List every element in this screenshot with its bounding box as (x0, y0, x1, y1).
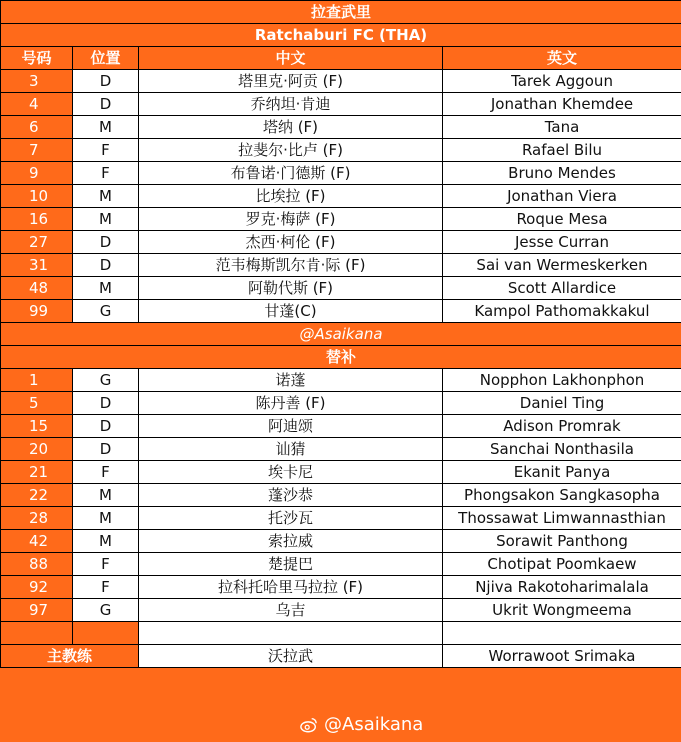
player-name-english: Kampol Pathomakkakul (443, 300, 681, 323)
player-name-chinese: 塔纳 (F) (139, 116, 443, 139)
player-number: 48 (1, 277, 73, 300)
player-name-english: Jonathan Khemdee (443, 93, 681, 116)
coach-label: 主教练 (1, 645, 139, 668)
player-name-chinese: 罗克·梅萨 (F) (139, 208, 443, 231)
empty-cell (139, 622, 443, 645)
player-position: M (73, 185, 139, 208)
player-number: 9 (1, 162, 73, 185)
player-name-english: Jesse Curran (443, 231, 681, 254)
player-number: 6 (1, 116, 73, 139)
player-name-chinese: 讪猜 (139, 438, 443, 461)
subs-title: 替补 (1, 346, 681, 369)
player-number: 88 (1, 553, 73, 576)
player-name-english: Bruno Mendes (443, 162, 681, 185)
player-name-english: Scott Allardice (443, 277, 681, 300)
player-name-chinese: 乔纳坦·肯迪 (139, 93, 443, 116)
table-row (1, 553, 681, 576)
player-name-chinese: 索拉威 (139, 530, 443, 553)
player-number: 15 (1, 415, 73, 438)
watermark-row (1, 323, 681, 346)
player-position: F (73, 162, 139, 185)
empty-row (1, 622, 681, 645)
player-number: 1 (1, 369, 73, 392)
player-name-english: Sanchai Nonthasila (443, 438, 681, 461)
table-row (1, 438, 681, 461)
player-name-english: Sai van Wermeskerken (443, 254, 681, 277)
player-number: 7 (1, 139, 73, 162)
player-name-chinese: 乌吉 (139, 599, 443, 622)
table-row (1, 208, 681, 231)
player-position: D (73, 254, 139, 277)
player-position: F (73, 461, 139, 484)
player-position: M (73, 484, 139, 507)
table-row (1, 415, 681, 438)
player-name-english: Tana (443, 116, 681, 139)
player-position: F (73, 576, 139, 599)
player-position: G (73, 599, 139, 622)
table-row (1, 484, 681, 507)
table-row (1, 461, 681, 484)
player-number: 5 (1, 392, 73, 415)
player-number: 20 (1, 438, 73, 461)
player-number: 3 (1, 70, 73, 93)
player-name-chinese: 阿迪颂 (139, 415, 443, 438)
player-position: D (73, 93, 139, 116)
player-name-chinese: 托沙瓦 (139, 507, 443, 530)
player-number: 31 (1, 254, 73, 277)
table-row (1, 277, 681, 300)
col-header-english: 英文 (443, 47, 681, 70)
player-position: F (73, 553, 139, 576)
player-name-english: Thossawat Limwannasthian (443, 507, 681, 530)
player-name-english: Ekanit Panya (443, 461, 681, 484)
player-name-chinese: 阿勒代斯 (F) (139, 277, 443, 300)
player-number: 28 (1, 507, 73, 530)
player-name-chinese: 拉斐尔·比卢 (F) (139, 139, 443, 162)
player-name-english: Sorawit Panthong (443, 530, 681, 553)
table-row (1, 162, 681, 185)
table-row (1, 599, 681, 622)
player-position: D (73, 70, 139, 93)
weibo-icon (300, 716, 318, 734)
player-number: 4 (1, 93, 73, 116)
coach-name-chinese: 沃拉武 (139, 645, 443, 668)
player-name-english: Roque Mesa (443, 208, 681, 231)
table-row (1, 70, 681, 93)
player-number: 97 (1, 599, 73, 622)
player-name-chinese: 拉科托哈里马拉拉 (F) (139, 576, 443, 599)
player-name-english: Phongsakon Sangkasopha (443, 484, 681, 507)
player-position: M (73, 208, 139, 231)
table-row (1, 369, 681, 392)
player-name-english: Rafael Bilu (443, 139, 681, 162)
table-row (1, 93, 681, 116)
player-position: M (73, 530, 139, 553)
player-number: 16 (1, 208, 73, 231)
player-name-chinese: 塔里克·阿贡 (F) (139, 70, 443, 93)
player-position: D (73, 392, 139, 415)
player-name-chinese: 埃卡尼 (139, 461, 443, 484)
table-row (1, 530, 681, 553)
player-position: M (73, 507, 139, 530)
table-row (1, 254, 681, 277)
player-name-chinese: 范韦梅斯凯尔肯·际 (F) (139, 254, 443, 277)
player-name-chinese: 布鲁诺·门德斯 (F) (139, 162, 443, 185)
coach-row (1, 645, 681, 668)
player-name-english: Tarek Aggoun (443, 70, 681, 93)
player-name-chinese: 陈丹善 (F) (139, 392, 443, 415)
player-name-english: Nopphon Lakhonphon (443, 369, 681, 392)
sheet-title: 拉查武里 (1, 1, 681, 24)
player-name-english: Daniel Ting (443, 392, 681, 415)
player-name-chinese: 比埃拉 (F) (139, 185, 443, 208)
coach-name-english: Worrawoot Srimaka (443, 645, 681, 668)
player-number: 10 (1, 185, 73, 208)
player-name-chinese: 楚提巴 (139, 553, 443, 576)
footer (0, 676, 681, 742)
table-row (1, 116, 681, 139)
player-position: D (73, 415, 139, 438)
player-number: 99 (1, 300, 73, 323)
player-number: 22 (1, 484, 73, 507)
empty-cell (443, 622, 681, 645)
player-position: D (73, 231, 139, 254)
player-name-english: Ukrit Wongmeema (443, 599, 681, 622)
player-name-english: Njiva Rakotoharimalala (443, 576, 681, 599)
player-position: M (73, 277, 139, 300)
player-name-chinese: 蓬沙恭 (139, 484, 443, 507)
footer-handle: @Asaikana (324, 714, 424, 735)
empty-cell (1, 622, 73, 645)
table-row (1, 231, 681, 254)
player-position: G (73, 300, 139, 323)
watermark-text: @Asaikana (1, 323, 681, 346)
player-position: M (73, 116, 139, 139)
player-name-chinese: 甘蓬(C) (139, 300, 443, 323)
footer-watermark (300, 714, 423, 735)
empty-cell (73, 622, 139, 645)
player-name-english: Chotipat Poomkaew (443, 553, 681, 576)
table-row (1, 185, 681, 208)
table-row (1, 507, 681, 530)
player-number: 27 (1, 231, 73, 254)
player-number: 42 (1, 530, 73, 553)
player-number: 21 (1, 461, 73, 484)
col-header-position: 位置 (73, 47, 139, 70)
player-position: D (73, 438, 139, 461)
table-row (1, 300, 681, 323)
col-header-number: 号码 (1, 47, 73, 70)
team-name: Ratchaburi FC (THA) (1, 24, 681, 47)
col-header-chinese: 中文 (139, 47, 443, 70)
table-row (1, 139, 681, 162)
player-name-chinese: 诺蓬 (139, 369, 443, 392)
player-position: F (73, 139, 139, 162)
player-position: G (73, 369, 139, 392)
player-name-chinese: 杰西·柯伦 (F) (139, 231, 443, 254)
player-number: 92 (1, 576, 73, 599)
table-row (1, 392, 681, 415)
table-row (1, 576, 681, 599)
player-name-english: Jonathan Viera (443, 185, 681, 208)
player-name-english: Adison Promrak (443, 415, 681, 438)
subs-header-row (1, 346, 681, 369)
